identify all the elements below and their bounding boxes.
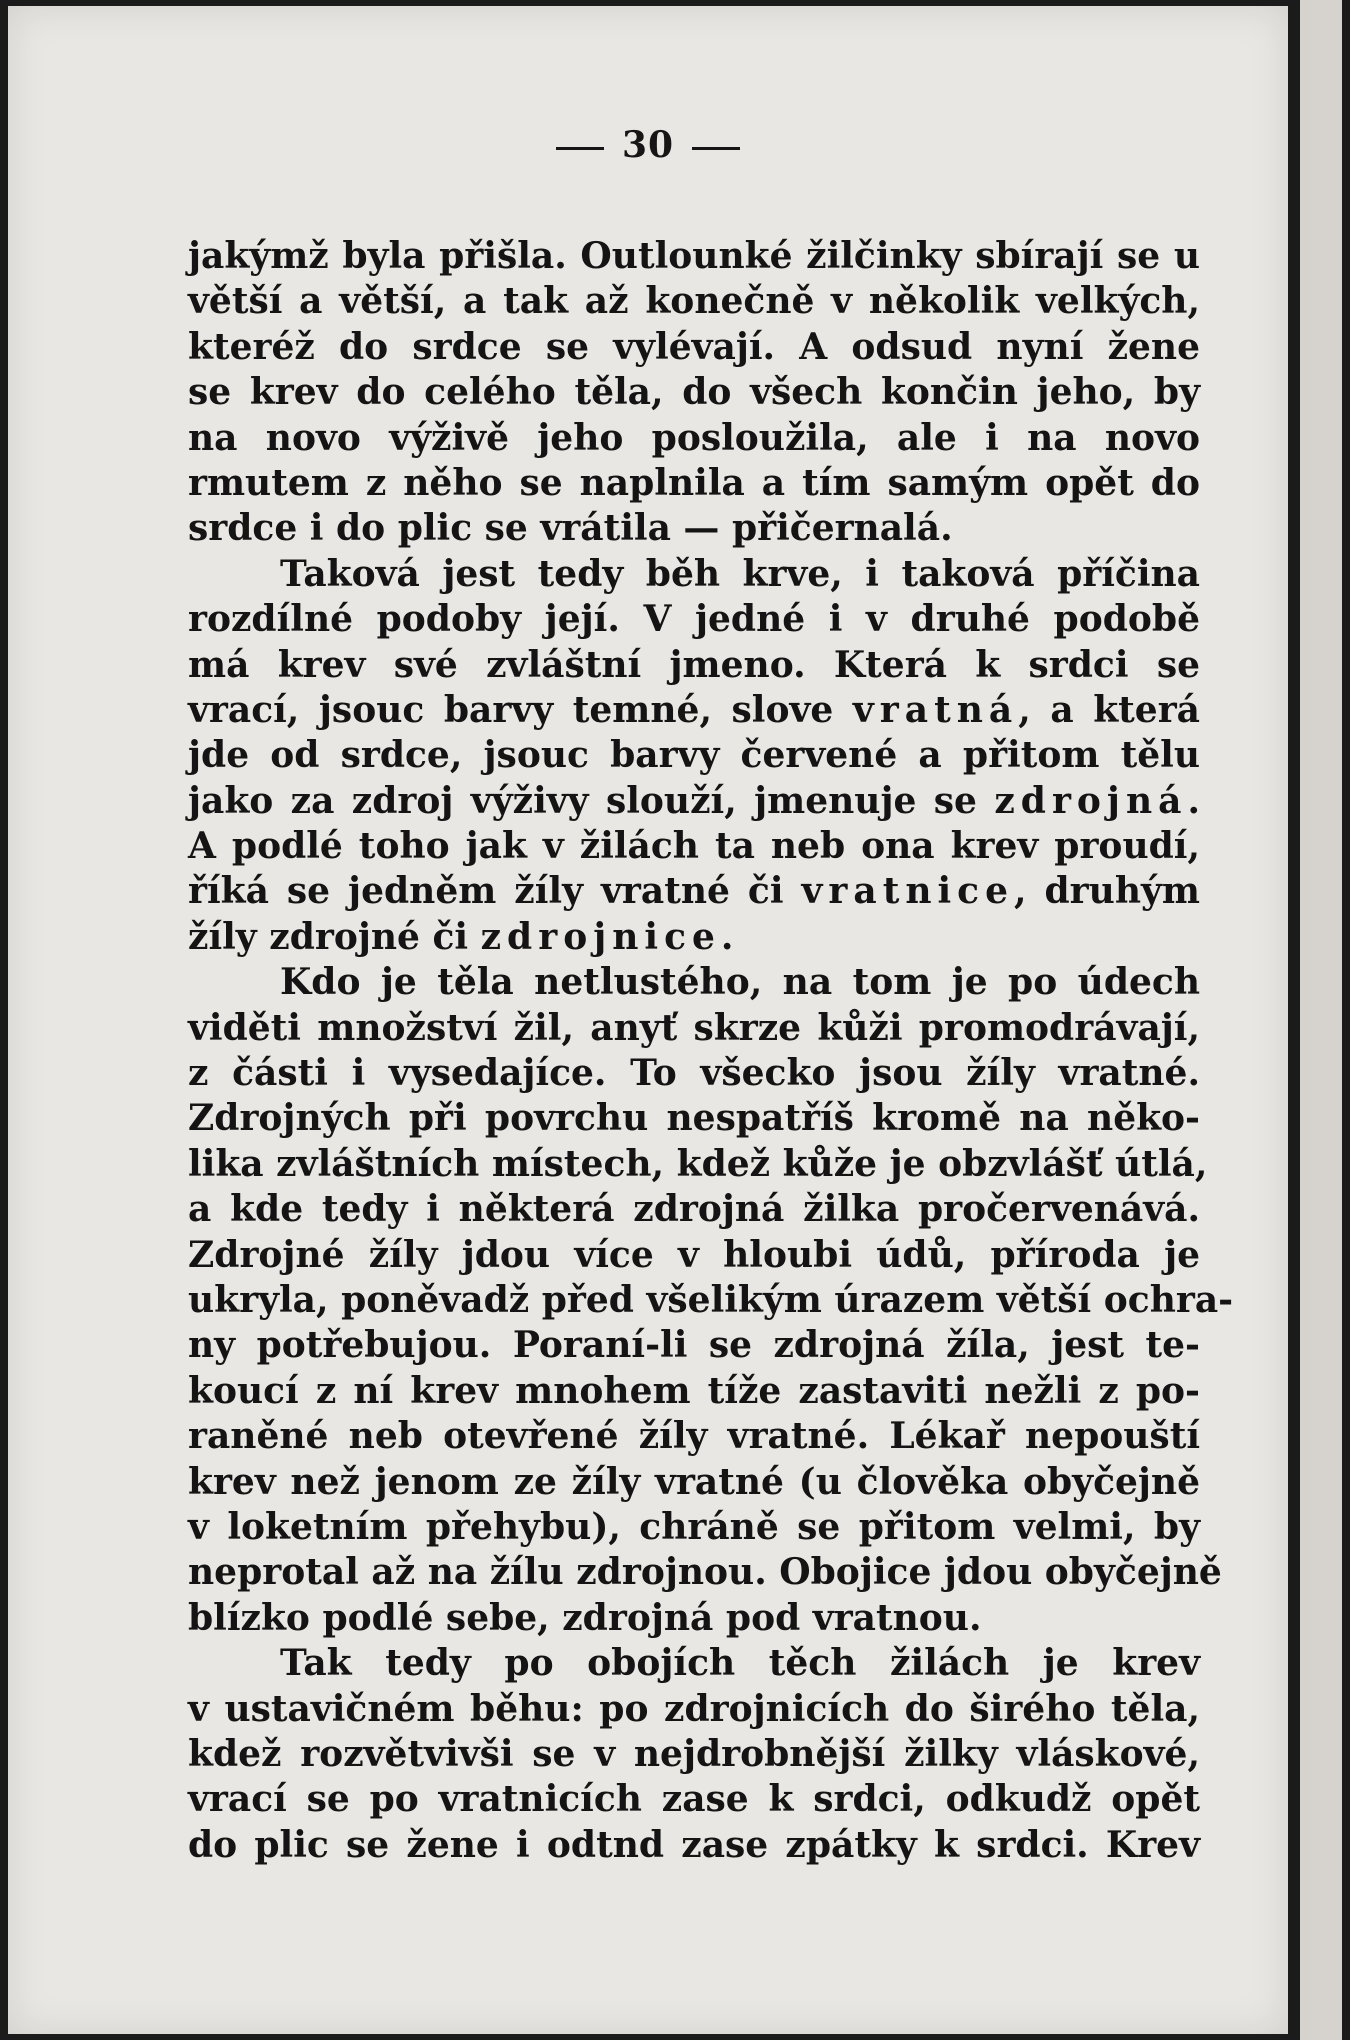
page-number bbox=[8, 124, 1288, 166]
emphasized-term: zdrojnice bbox=[480, 915, 721, 958]
text-line: větší a větší, a tak až konečně v několik velkých, bbox=[188, 280, 1200, 323]
text-line: jakýmž byla přišla. Outlounké žilčinky sbírají se u bbox=[188, 235, 1200, 277]
text-line: neprotal až na žílu zdrojnou. Obojice jdou obyčejně bbox=[188, 1551, 1222, 1594]
text-line: blízko podlé sebe, zdrojná pod vratnou. bbox=[188, 1596, 982, 1639]
text-line: z části i vysedajíce. To všecko jsou žíly vratné. bbox=[188, 1052, 1200, 1095]
text-segment: , a která bbox=[1018, 688, 1200, 731]
book-page bbox=[8, 6, 1288, 2034]
text-line: rmutem z něho se naplnila a tím samým opět do bbox=[188, 461, 1200, 504]
emphasized-term: vratná bbox=[852, 688, 1019, 731]
text-line: vrací se po vratnicích zase k srdci, odkudž opět bbox=[188, 1778, 1200, 1821]
text-line: Kdo je těla netlustého, na tom je po údech bbox=[280, 961, 1200, 1004]
text-line bbox=[188, 915, 1200, 960]
text-line: Tak tedy po obojích těch žilách je krev bbox=[280, 1642, 1200, 1685]
text-line: na novo výživě jeho posloužila, ale i na novo bbox=[188, 416, 1200, 459]
text-line: rozdílné podoby její. V jedné i v druhé podobě bbox=[188, 598, 1200, 641]
text-line: má krev své zvláštní jmeno. Která k srdci se bbox=[188, 643, 1200, 686]
text-segment: . bbox=[1187, 779, 1200, 822]
text-segment: žíly zdrojné či bbox=[188, 915, 481, 958]
text-segment: . bbox=[720, 915, 734, 958]
text-line: a kde tedy i některá zdrojná žilka pročervenává. bbox=[188, 1188, 1200, 1231]
text-line: ny potřebujou. Poraní-li se zdrojná žíla, jest te- bbox=[188, 1324, 1200, 1367]
emphasized-term: zdrojná bbox=[994, 779, 1188, 822]
text-line: kteréž do srdce se vylévají. A odsud nyní žene bbox=[188, 325, 1200, 368]
text-line bbox=[188, 688, 1200, 733]
text-line: jde od srdce, jsouc barvy červené a přitom tělu bbox=[188, 734, 1200, 777]
text-line: Taková jest tedy běh krve, i taková příčina bbox=[280, 552, 1200, 595]
text-line: viděti množství žil, anyť skrze kůži promodrávají, bbox=[188, 1006, 1200, 1049]
text-line: se krev do celého těla, do všech končin jeho, by bbox=[188, 371, 1200, 414]
page-number-value: 30 bbox=[621, 124, 675, 166]
text-segment: vrací, jsouc barvy temné, slove bbox=[188, 688, 853, 731]
text-line: lika zvláštních místech, kdež kůže je obzvlášť útlá, bbox=[188, 1142, 1208, 1185]
text-line: ukryla, poněvadž před všelikým úrazem větší ochra- bbox=[188, 1278, 1234, 1321]
text-line: v ustavičném běhu: po zdrojnicích do širého těla, bbox=[188, 1687, 1200, 1730]
text-line: raněné neb otevřené žíly vratné. Lékař nepouští bbox=[188, 1415, 1200, 1458]
adjacent-page-edge bbox=[1300, 0, 1342, 2040]
text-line: kdež rozvětvivši se v nejdrobnější žilky vláskové, bbox=[188, 1732, 1200, 1775]
text-line: do plic se žene i odtnd zase zpátky k srdci. Krev bbox=[188, 1823, 1200, 1866]
text-line: srdce i do plic se vrátila — přičernalá. bbox=[188, 507, 953, 550]
text-line bbox=[188, 779, 1200, 824]
text-line: Zdrojných při povrchu nespatříš kromě na něko- bbox=[188, 1097, 1200, 1140]
text-line: v loketním přehybu), chráně se přitom velmi, by bbox=[188, 1505, 1200, 1548]
page-number-dash-right bbox=[692, 147, 740, 150]
text-line: krev než jenom ze žíly vratné (u člověka obyčejně bbox=[188, 1460, 1200, 1503]
text-line bbox=[188, 869, 1200, 914]
text-line: Zdrojné žíly jdou více v hloubi údů, příroda je bbox=[188, 1233, 1200, 1276]
page-number-dash-left bbox=[556, 147, 604, 150]
emphasized-term: vratnice bbox=[801, 870, 1014, 913]
text-segment: říká se jedněm žíly vratné či bbox=[188, 870, 802, 913]
body-text bbox=[188, 234, 1234, 1868]
text-line: koucí z ní krev mnohem tíže zastaviti nežli z po- bbox=[188, 1369, 1200, 1412]
text-segment: , druhým bbox=[1014, 870, 1201, 913]
text-segment: jako za zdroj výživy slouží, jmenuje se bbox=[188, 779, 995, 822]
text-line: A podlé toho jak v žilách ta neb ona krev proudí, bbox=[188, 825, 1200, 868]
